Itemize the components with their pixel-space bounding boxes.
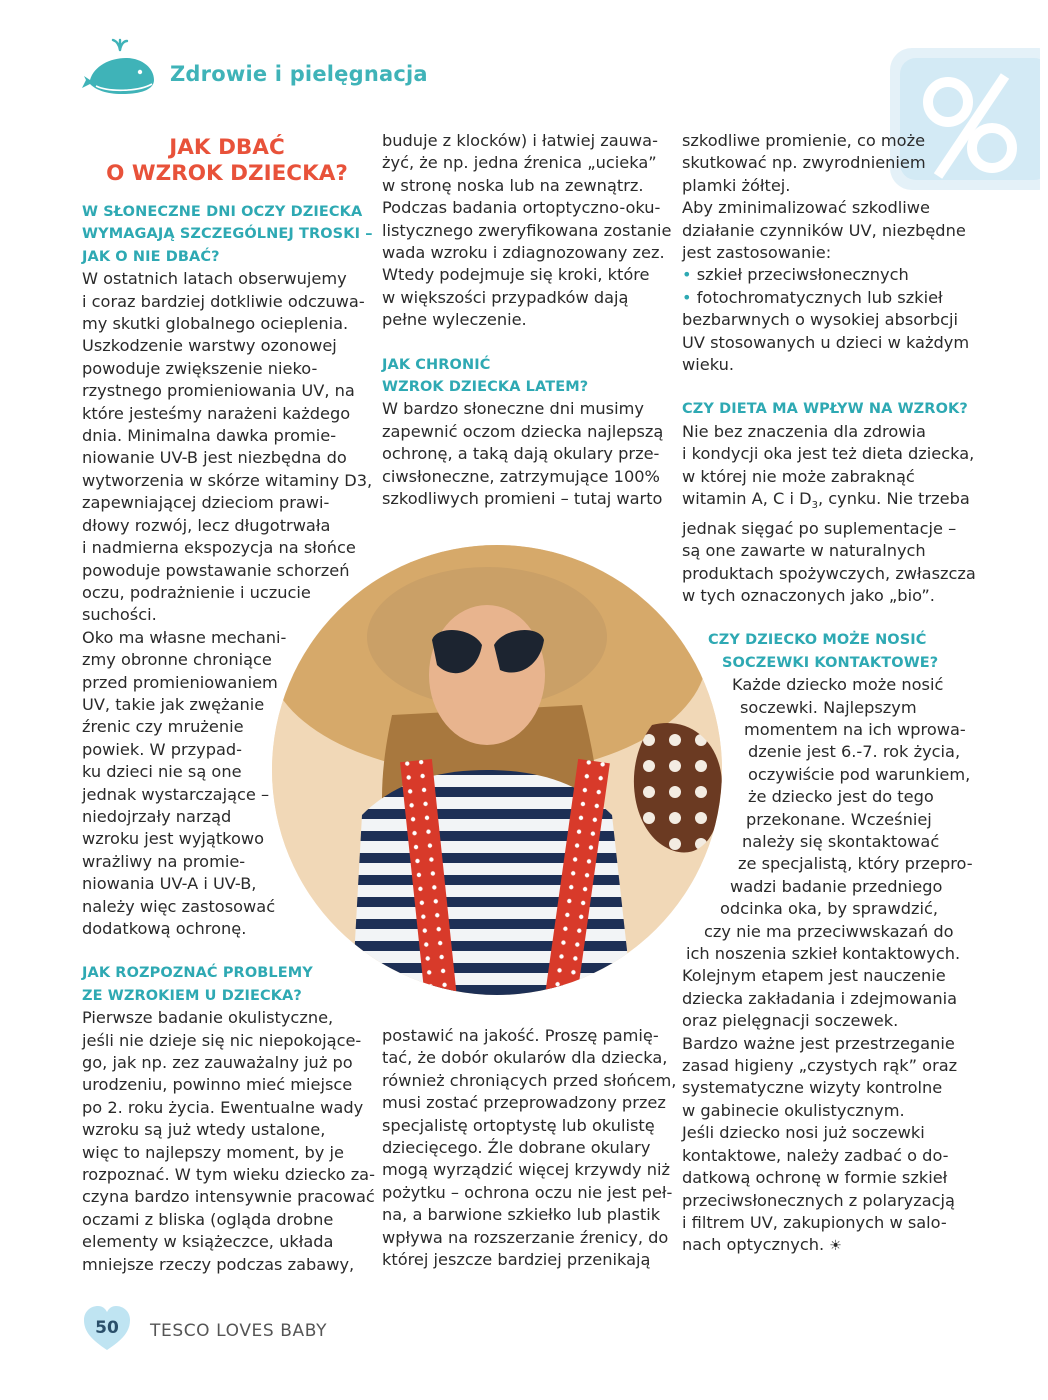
subheading: JAK CHRONIĆ WZROK DZIECKA LATEM? <box>382 356 589 396</box>
paragraph: szkodliwe promienie, co może skutkować np. zwyrodnieniem plamki żółtej. Aby zminimalizować szkodliwe działanie czynników UV, niezbędne jest zastosowanie: • szkieł przeciwsłonecznych • fotochromatycznych lub szkieł bezbarwnych o wysokiej absorbcji UV stosowanych u dzieci w każdym wieku. <box>682 130 972 376</box>
subheading: W SŁONECZNE DNI OCZY DZIECKA WYMAGAJĄ SZCZEGÓLNEJ TROSKI – JAK O NIE DBAĆ? <box>82 204 373 265</box>
magazine-name: TESCO LOVES BABY <box>150 1321 328 1341</box>
bullet-item: • fotochromatycznych lub szkieł <box>682 287 943 307</box>
bullet-item: • szkieł przeciwsłonecznych <box>682 265 909 285</box>
subheading: CZY DZIECKO MOŻE NOSIĆ SOCZEWKI KONTAKTOWE? <box>708 632 939 671</box>
article-column-3 <box>682 130 976 1258</box>
subheading: JAK ROZPOZNAĆ PROBLEMY ZE WZROKIEM U DZIECKA? <box>82 965 313 1004</box>
sun-end-mark-icon: ☀ <box>829 1238 842 1255</box>
bullet-icon: • <box>682 287 692 307</box>
article-column-1 <box>82 135 375 1276</box>
page-number: 50 <box>95 1318 119 1338</box>
paragraph: W ostatnich latach obserwujemy i coraz bardziej dotkliwie odczuwa- my skutki globalnego ocieplenia. Uszkodzenie warstwy ozonowej powoduje zwiększenie nieko- rzystnego promieniowania UV, na które jesteśmy narażeni każdego dnia. Minimalna dawka promie- niowanie UV-B jest niezbędna do wytworzenia w skórze witaminy D3, zapewniającej dzieciom prawi- dłowy rozwój, lecz długotrwała i nadmierna ekspozycja na słońce powoduje powstawanie schorzeń oczu, podrażnienie i uczucie suchości. Oko ma własne mechani- zmy obronne chroniące przed promieniowaniem UV, takie jak zwężanie źrenic czy mrużenie powiek. W przypad- ku dzieci nie są one jednak wystarczające – niedojrzały narząd wzroku jest wyjątkowo wrażliwy na promie- niowania UV-A i UV-B, należy więc zastosować dodatkową ochronę. <box>82 269 373 938</box>
paragraph: W bardzo słoneczne dni musimy zapewnić oczom dziecka najlepszą ochronę, a taką dają okulary prze- ciwsłoneczne, zatrzymujące 100% szkodliwych promieni – tutaj warto <box>382 399 664 509</box>
whale-icon <box>80 36 160 96</box>
article-column-2 <box>382 130 672 511</box>
article-column-2-continued: postawić na jakość. Proszę pamię- tać, że dobór okularów dla dziecka, również chroniących przed słońcem, musi zostać przeprowadzony przez specjalistę ortoptystę lub okulistę dziecięcego. Źle dobrane okulary mogą wyrządzić więcej krzywdy niż pożytku – ochrona oczu nie jest peł- na, a barwione szkiełko lub plastik wpływa na rozszerzanie źrenicy, do której jeszcze bardziej przenikają <box>382 1026 677 1270</box>
article-title: JAK DBAĆ O WZROK DZIECKA? <box>106 135 348 186</box>
paragraph: buduje z klocków) i łatwiej zauwa- żyć, że np. jedna źrenica „ucieka” w stronę noska lub na zewnątrz. Podczas badania ortoptyczno-oku- listycznego zweryfikowana zostanie wada wzroku i zdiagnozowany zez. Wtedy podejmuje się kroki, które w większości przypadków dają pełne wyleczenie. <box>382 131 672 330</box>
paragraph: Pierwsze badanie okulistyczne, jeśli nie dzieje się nic niepokojące- go, jak np. zez zauważalny już po urodzeniu, powinno mieć miejsce po 2. roku życia. Ewentualne wady wzroku są już wtedy ustalone, więc to najlepszy moment, by je rozpoznać. W tym wieku dziecko za- czyna bardzo intensywnie pracować oczami z bliska (ogląda drobne elementy w książeczce, układa mniejsze rzeczy podczas zabawy, <box>82 1008 375 1274</box>
section-title: Zdrowie i pielęgnacja <box>170 62 428 86</box>
bullet-icon: • <box>682 265 692 285</box>
paragraph: Nie bez znaczenia dla zdrowia i kondycji oka jest też dieta dziecka, w której nie może zabraknąć witamin A, C i $D_3$, cynku. Nie trzeba jednak sięgać po suplementacje – są one zawarte w naturalnych produktach spożywczych, zwłaszcza w tych oznaczonych jako „bio”. <box>682 421 976 605</box>
subheading: CZY DIETA MA WPŁYW NA WZROK? <box>682 401 968 418</box>
paragraph: Każde dziecko może nosić soczewki. Najlepszym momentem na ich wprowa- dzenie jest 6.-7. rok życia, oczywiście pod warunkiem, że dziecko jest do tego przekonane. Wcześniej należy się skontaktować ze specjalistą, który przepro- wadzi badanie przedniego odcinka oka, by sprawdzić, czy nie ma przeciwwskazań do ich noszenia szkieł kontaktowych. Kolejnym etapem jest nauczenie dziecka zakładania i zdejmowania oraz pielęgnacji soczewek. Bardzo ważne jest przestrzeganie zasad higieny „czystych rąk” oraz systematyczne wizyty kontrolne w gabinecie okulistycznym. Jeśli dziecko nosi już soczewki kontaktowe, należy zadbać o do- datkową ochronę w formie szkieł przeciwsłonecznych z polaryzacją i filtrem UV, zakupionych w salo- nach optycznych. ☀ <box>682 675 973 1255</box>
